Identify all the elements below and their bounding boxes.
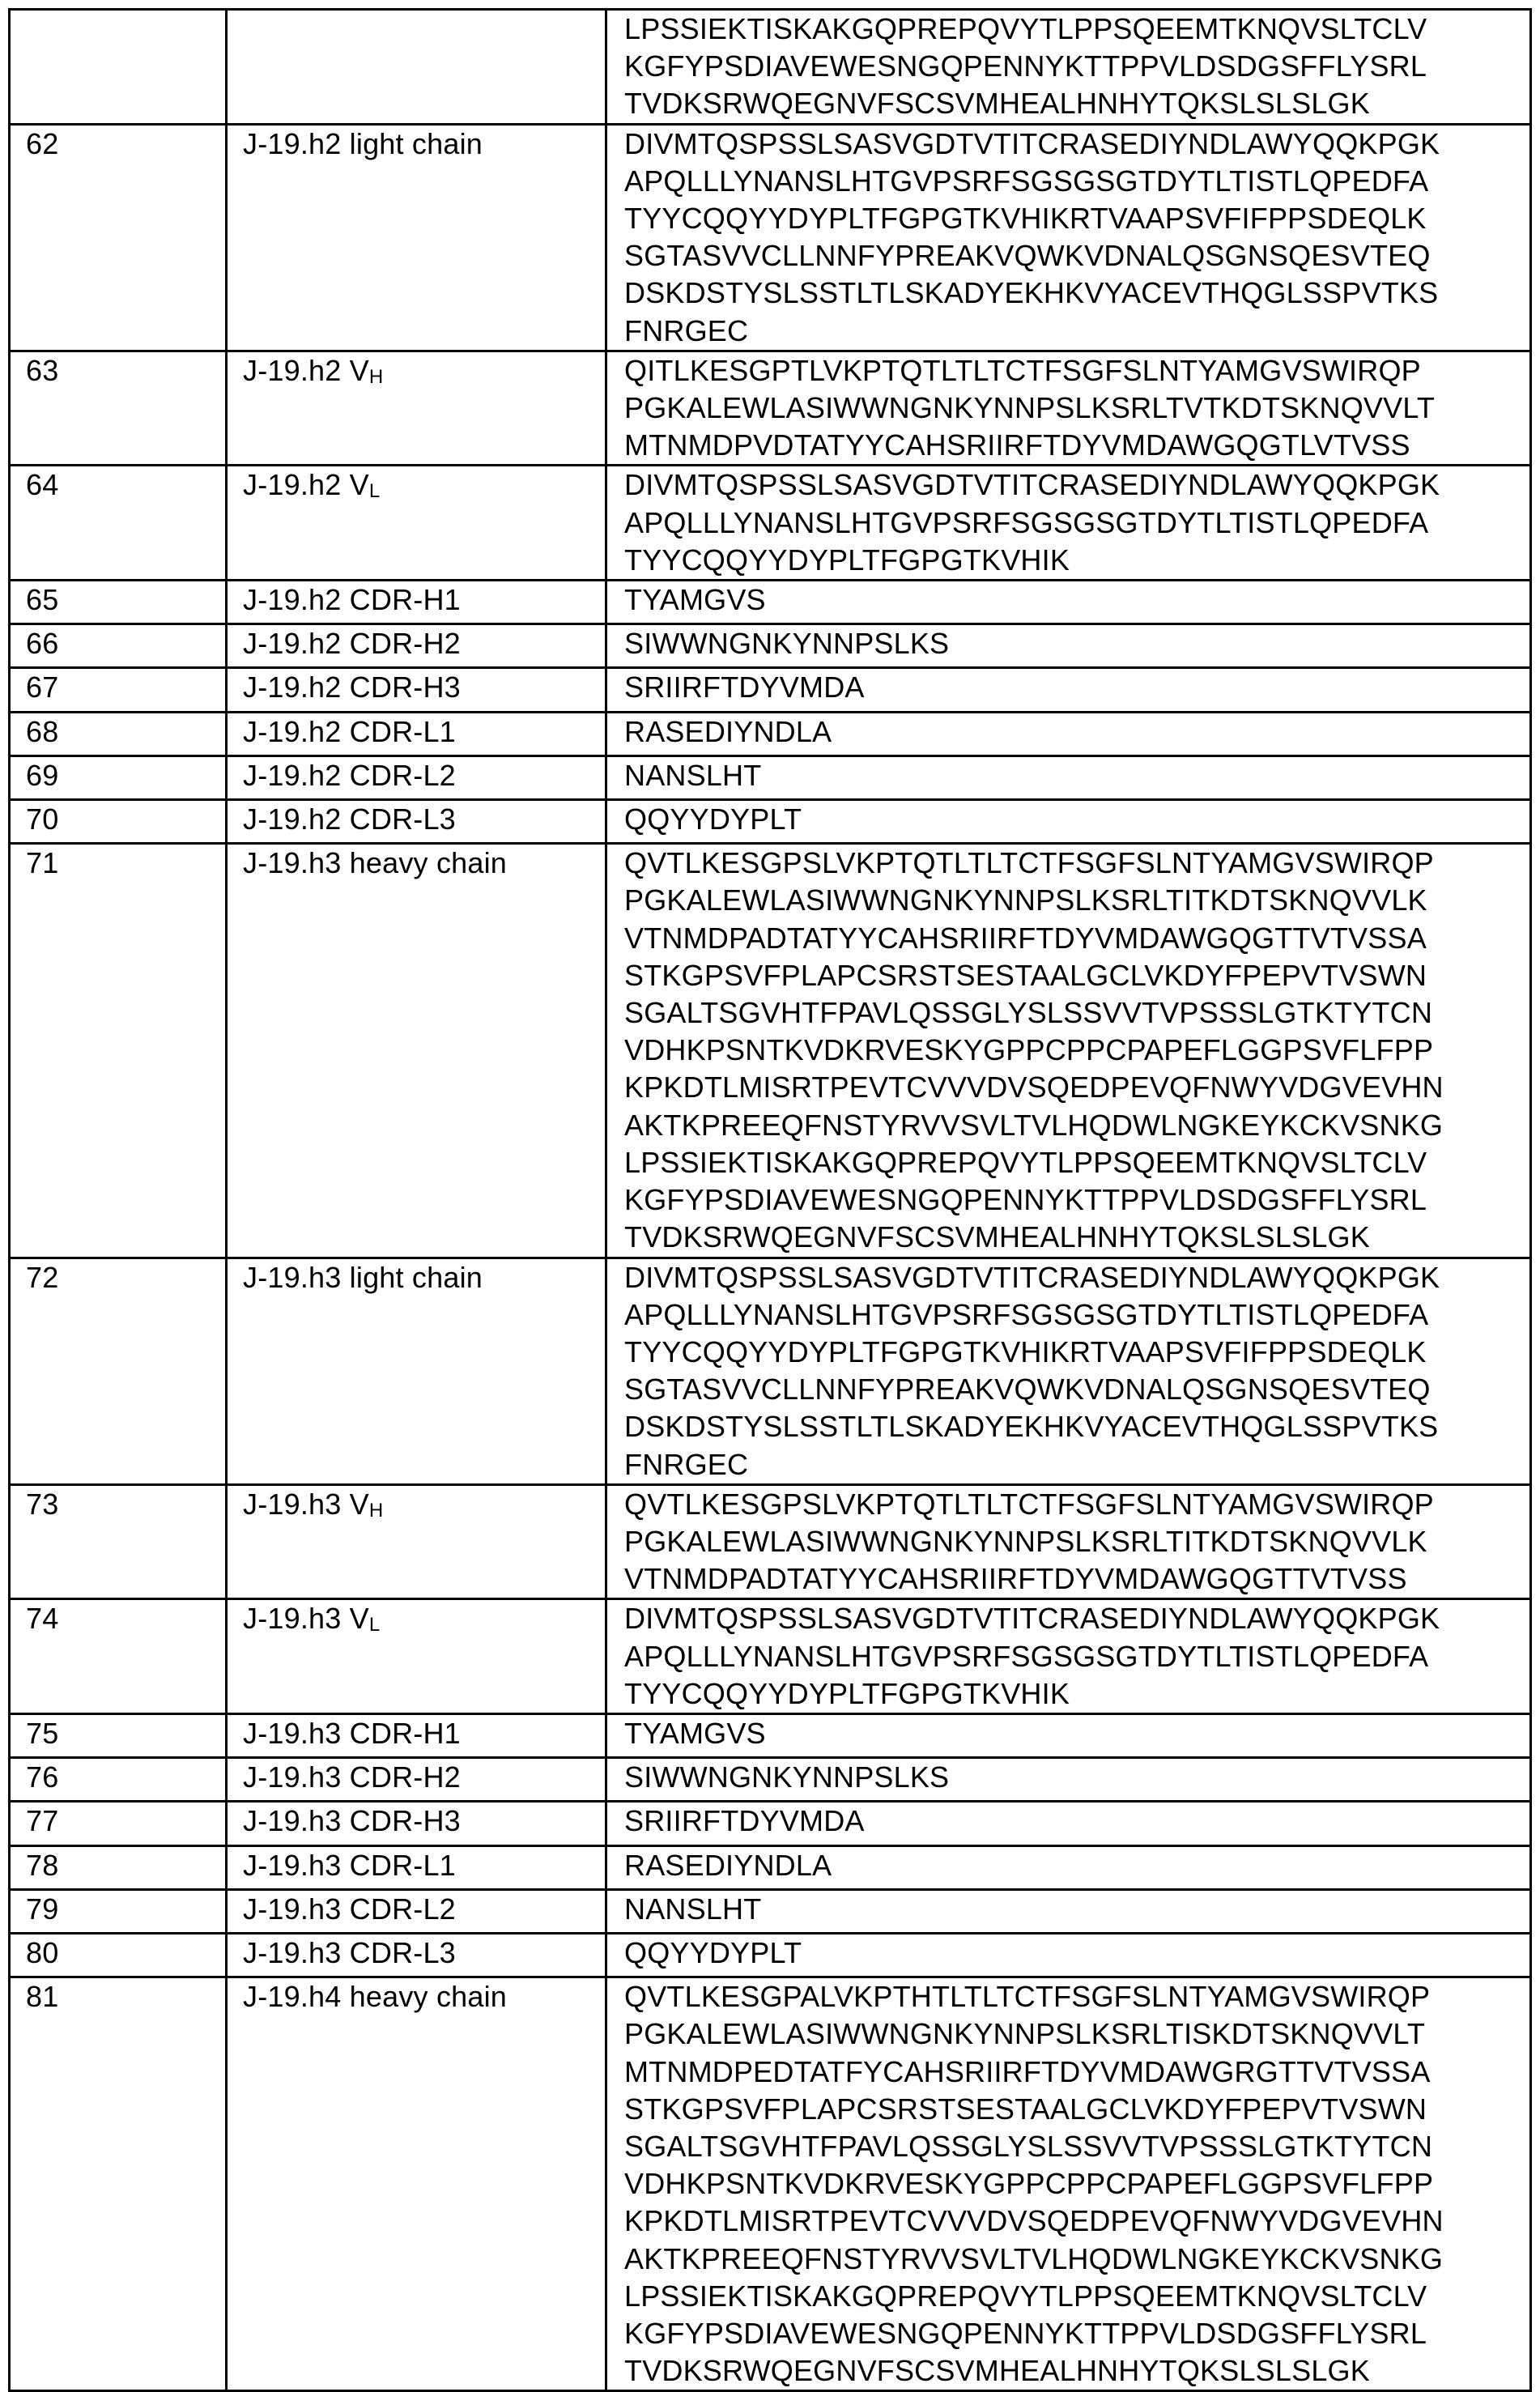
sequence-line: SGALTSGVHTFPAVLQSSGLYSLSSVVTVPSSSLGTKTYTCN [624, 2129, 1433, 2163]
seq-id-cell [10, 712, 227, 755]
sequence-line: LPSSIEKTISKAKGQPREPQVYTLPPSQEEMTKNQVSLTCLV [624, 2279, 1427, 2313]
seq-id: 63 [26, 353, 59, 387]
sequence-line: KPKDTLMISRTPEVTCVVVDVSQEDPEVQFNWYVDGVEVHN [624, 1070, 1444, 1104]
sequence-cell [606, 1758, 1531, 1802]
seq-id: 71 [26, 846, 59, 880]
table-row [10, 581, 1531, 624]
table-row [10, 124, 1531, 351]
seq-id-cell [10, 800, 227, 844]
sequence-line: FNRGEC [624, 313, 749, 347]
sequence-line: TYYCQQYYDYPLTFGPGTKVHIK [624, 543, 1070, 577]
seq-name: J-19.h4 heavy chain [243, 1980, 508, 2014]
sequence-line: LPSSIEKTISKAKGQPREPQVYTLPPSQEEMTKNQVSLTCLV [624, 12, 1427, 45]
seq-name-subscript: L [368, 1614, 381, 1637]
seq-name-cell [227, 800, 606, 844]
sequence-cell [606, 1889, 1531, 1933]
sequence-cell [606, 1802, 1531, 1845]
table-row [10, 1845, 1531, 1889]
seq-name-subscript: H [368, 365, 384, 388]
table-row [10, 668, 1531, 712]
seq-name-cell [227, 466, 606, 581]
sequence-line: APQLLLYNANSLHTGVPSRFSGSGSGTDYTLTISTLQPEDFA [624, 164, 1429, 198]
sequence-line: TVDKSRWQEGNVFSCSVMHEALHNHYTQKSLSLSLGK [624, 1220, 1370, 1254]
seq-id-cell [10, 844, 227, 1258]
seq-id-cell [10, 1845, 227, 1889]
seq-name: J-19.h2 CDR-L3 [243, 802, 456, 836]
sequence-table-body [10, 10, 1531, 2391]
seq-name-cell [227, 1889, 606, 1933]
seq-name: J-19.h3 CDR-H1 [243, 1716, 461, 1750]
sequence-line: NANSLHT [624, 1892, 762, 1926]
seq-id: 78 [26, 1848, 59, 1882]
seq-name: J-19.h3 heavy chain [243, 846, 508, 880]
sequence-line: LPSSIEKTISKAKGQPREPQVYTLPPSQEEMTKNQVSLTCLV [624, 1145, 1427, 1179]
seq-name: J-19.h3 CDR-L1 [243, 1848, 456, 1882]
seq-id: 73 [26, 1487, 59, 1521]
seq-name: J-19.h3 light chain [243, 1260, 483, 1294]
seq-id: 66 [26, 627, 59, 661]
sequence-line: DIVMTQSPSSLSASVGDTVTITCRASEDIYNDLAWYQQKPGK [624, 126, 1440, 160]
seq-id: 69 [26, 758, 59, 792]
sequence-line: SIWWNGNKYNNPSLKS [624, 1760, 950, 1794]
seq-name-cell [227, 1933, 606, 1977]
sequence-line: SRIIRFTDYVMDA [624, 670, 865, 704]
sequence-line: VTNMDPADTATYYCAHSRIIRFTDYVMDAWGQGTTVTVSS [624, 1562, 1407, 1596]
seq-name-cell [227, 1977, 606, 2391]
seq-id-cell [10, 1977, 227, 2391]
seq-name: J-19.h2 CDR-L2 [243, 758, 456, 792]
sequence-line: SIWWNGNKYNNPSLKS [624, 627, 950, 661]
sequence-line: APQLLLYNANSLHTGVPSRFSGSGSGTDYTLTISTLQPEDFA [624, 1297, 1429, 1331]
seq-name-cell [227, 1484, 606, 1599]
sequence-line: QITLKESGPTLVKPTQTLTLTCTFSGFSLNTYAMGVSWIRQP [624, 353, 1421, 387]
sequence-cell [606, 1599, 1531, 1714]
seq-id: 70 [26, 802, 59, 836]
table-row [10, 1713, 1531, 1757]
sequence-cell [606, 1977, 1531, 2391]
seq-id: 81 [26, 1980, 59, 2014]
sequence-line: APQLLLYNANSLHTGVPSRFSGSGSGTDYTLTISTLQPEDFA [624, 505, 1429, 539]
seq-id-cell [10, 124, 227, 351]
table-row [10, 1889, 1531, 1933]
sequence-line: PGKALEWLASIWWNGNKYNNPSLKSRLTISKDTSKNQVVLT [624, 2017, 1426, 2051]
seq-id: 75 [26, 1716, 59, 1750]
sequence-cell [606, 10, 1531, 125]
seq-name: J-19.h2 V [243, 468, 369, 502]
sequence-line: TVDKSRWQEGNVFSCSVMHEALHNHYTQKSLSLSLGK [624, 87, 1370, 121]
sequence-cell [606, 1933, 1531, 1977]
table-row [10, 351, 1531, 466]
seq-name-cell [227, 10, 606, 125]
table-row [10, 755, 1531, 799]
sequence-line: SGTASVVCLLNNFYPREAKVQWKVDNALQSGNSQESVTEQ [624, 239, 1431, 273]
sequence-line: PGKALEWLASIWWNGNKYNNPSLKSRLTITKDTSKNQVVLK [624, 1524, 1427, 1558]
sequence-line: DIVMTQSPSSLSASVGDTVTITCRASEDIYNDLAWYQQKPGK [624, 1260, 1440, 1294]
seq-id-cell [10, 755, 227, 799]
seq-id: 62 [26, 126, 59, 160]
seq-name: J-19.h3 CDR-H3 [243, 1804, 461, 1838]
seq-name: J-19.h2 V [243, 353, 369, 387]
seq-name: J-19.h3 V [243, 1487, 369, 1521]
seq-id-cell [10, 466, 227, 581]
sequence-line: TYYCQQYYDYPLTFGPGTKVHIKRTVAAPSVFIFPPSDEQLK [624, 1334, 1427, 1368]
sequence-line: SRIIRFTDYVMDA [624, 1804, 865, 1838]
sequence-cell [606, 624, 1531, 668]
sequence-line: VTNMDPADTATYYCAHSRIIRFTDYVMDAWGQGTTVTVSSA [624, 921, 1427, 955]
seq-name-cell [227, 1845, 606, 1889]
seq-id: 67 [26, 670, 59, 704]
seq-id-cell [10, 1713, 227, 1757]
seq-name: J-19.h3 CDR-H2 [243, 1760, 461, 1794]
seq-id: 64 [26, 468, 59, 502]
seq-id-cell [10, 1933, 227, 1977]
seq-id: 77 [26, 1804, 59, 1838]
sequence-cell [606, 712, 1531, 755]
seq-name: J-19.h3 CDR-L3 [243, 1935, 456, 1969]
seq-name-cell [227, 351, 606, 466]
seq-name-cell [227, 1258, 606, 1484]
table-row [10, 844, 1531, 1258]
seq-id-cell [10, 624, 227, 668]
table-row [10, 1258, 1531, 1484]
seq-id-cell [10, 1758, 227, 1802]
table-row [10, 466, 1531, 581]
sequence-line: STKGPSVFPLAPCSRSTSESTAALGCLVKDYFPEPVTVSWN [624, 2092, 1427, 2126]
sequence-line: SGTASVVCLLNNFYPREAKVQWKVDNALQSGNSQESVTEQ [624, 1373, 1431, 1407]
table-row [10, 1758, 1531, 1802]
sequence-line: PGKALEWLASIWWNGNKYNNPSLKSRLTVTKDTSKNQVVLT [624, 391, 1436, 425]
sequence-line: TYYCQQYYDYPLTFGPGTKVHIKRTVAAPSVFIFPPSDEQLK [624, 202, 1427, 236]
table-row [10, 800, 1531, 844]
table-row [10, 1599, 1531, 1714]
seq-id-cell [10, 1802, 227, 1845]
sequence-cell [606, 351, 1531, 466]
table-row [10, 1802, 1531, 1845]
sequence-line: QVTLKESGPSLVKPTQTLTLTCTFSGFSLNTYAMGVSWIRQP [624, 846, 1434, 880]
table-row [10, 624, 1531, 668]
sequence-line: SGALTSGVHTFPAVLQSSGLYSLSSVVTVPSSSLGTKTYTCN [624, 996, 1433, 1030]
seq-id: 65 [26, 583, 59, 617]
seq-name: J-19.h3 V [243, 1602, 369, 1636]
table-row [10, 1484, 1531, 1599]
seq-name: J-19.h2 CDR-H1 [243, 583, 461, 617]
seq-id: 79 [26, 1892, 59, 1926]
sequence-line: QVTLKESGPSLVKPTQTLTLTCTFSGFSLNTYAMGVSWIRQP [624, 1487, 1434, 1521]
sequence-line: KPKDTLMISRTPEVTCVVVDVSQEDPEVQFNWYVDGVEVHN [624, 2204, 1444, 2238]
sequence-line: QQYYDYPLT [624, 1935, 802, 1969]
sequence-line: STKGPSVFPLAPCSRSTSESTAALGCLVKDYFPEPVTVSWN [624, 958, 1427, 992]
seq-name-cell [227, 712, 606, 755]
seq-id: 80 [26, 1935, 59, 1969]
seq-id-cell [10, 1484, 227, 1599]
sequence-line: AKTKPREEQFNSTYRVVSVLTVLHQDWLNGKEYKCKVSNKG [624, 2241, 1444, 2275]
sequence-line: APQLLLYNANSLHTGVPSRFSGSGSGTDYTLTISTLQPEDFA [624, 1639, 1429, 1673]
sequence-line: MTNMDPVDTATYYCAHSRIIRFTDYVMDAWGQGTLVTVSS [624, 428, 1410, 462]
seq-name-cell [227, 1758, 606, 1802]
seq-name-cell [227, 124, 606, 351]
seq-id: 76 [26, 1760, 59, 1794]
seq-id-cell [10, 351, 227, 466]
sequence-line: VDHKPSNTKVDKRVESKYGPPCPPCPAPEFLGGPSVFLFPP [624, 2167, 1434, 2201]
seq-name: J-19.h2 light chain [243, 126, 483, 160]
table-row [10, 1933, 1531, 1977]
sequence-line: TVDKSRWQEGNVFSCSVMHEALHNHYTQKSLSLSLGK [624, 2354, 1370, 2388]
seq-name-cell [227, 1713, 606, 1757]
sequence-line: AKTKPREEQFNSTYRVVSVLTVLHQDWLNGKEYKCKVSNKG [624, 1108, 1444, 1142]
sequence-line: QQYYDYPLT [624, 802, 802, 836]
sequence-line: QVTLKESGPALVKPTHTLTLTCTFSGFSLNTYAMGVSWIRQP [624, 1980, 1431, 2014]
sequence-line: VDHKPSNTKVDKRVESKYGPPCPPCPAPEFLGGPSVFLFPP [624, 1033, 1434, 1067]
sequence-cell [606, 844, 1531, 1258]
sequence-line: FNRGEC [624, 1447, 749, 1481]
sequence-cell [606, 1713, 1531, 1757]
seq-name-cell [227, 844, 606, 1258]
seq-name: J-19.h2 CDR-L1 [243, 714, 456, 748]
seq-name-subscript: H [368, 1499, 384, 1522]
seq-name-cell [227, 668, 606, 712]
sequence-cell [606, 124, 1531, 351]
sequence-cell [606, 1484, 1531, 1599]
sequence-cell [606, 466, 1531, 581]
seq-name: J-19.h2 CDR-H3 [243, 670, 461, 704]
seq-id-cell [10, 10, 227, 125]
seq-name-cell [227, 624, 606, 668]
sequence-cell [606, 800, 1531, 844]
table-row [10, 712, 1531, 755]
sequence-line: DIVMTQSPSSLSASVGDTVTITCRASEDIYNDLAWYQQKPGK [624, 468, 1440, 502]
sequence-line: RASEDIYNDLA [624, 714, 832, 748]
table-row [10, 1977, 1531, 2391]
sequence-line: TYYCQQYYDYPLTFGPGTKVHIK [624, 1676, 1070, 1710]
seq-name: J-19.h2 CDR-H2 [243, 627, 461, 661]
seq-name: J-19.h3 CDR-L2 [243, 1892, 456, 1926]
sequence-line: MTNMDPEDTATFYCAHSRIIRFTDYVMDAWGRGTTVTVSSA [624, 2054, 1431, 2088]
sequence-cell [606, 668, 1531, 712]
sequence-line: DIVMTQSPSSLSASVGDTVTITCRASEDIYNDLAWYQQKPGK [624, 1602, 1440, 1636]
seq-name-cell [227, 1802, 606, 1845]
sequence-cell [606, 1845, 1531, 1889]
sequence-line: NANSLHT [624, 758, 762, 792]
sequence-cell [606, 581, 1531, 624]
sequence-line: TYAMGVS [624, 1716, 766, 1750]
seq-id: 72 [26, 1260, 59, 1294]
sequence-line: KGFYPSDIAVEWESNGQPENNYKTTPPVLDSDGSFFLYSRL [624, 1183, 1427, 1217]
table-row [10, 10, 1531, 125]
sequence-line: TYAMGVS [624, 583, 766, 617]
seq-id-cell [10, 581, 227, 624]
sequence-table [8, 8, 1532, 2392]
sequence-cell [606, 1258, 1531, 1484]
sequence-line: PGKALEWLASIWWNGNKYNNPSLKSRLTITKDTSKNQVVLK [624, 883, 1427, 917]
sequence-line: KGFYPSDIAVEWESNGQPENNYKTTPPVLDSDGSFFLYSRL [624, 2316, 1427, 2350]
seq-id-cell [10, 1258, 227, 1484]
seq-name-cell [227, 581, 606, 624]
sequence-line: RASEDIYNDLA [624, 1848, 832, 1882]
seq-id: 68 [26, 714, 59, 748]
sequence-cell [606, 755, 1531, 799]
seq-id-cell [10, 1889, 227, 1933]
sequence-line: DSKDSTYSLSSTLTLSKADYEKHKVYACEVTHQGLSSPVTKS [624, 1410, 1439, 1444]
seq-name-subscript: L [368, 480, 381, 503]
seq-name-cell [227, 1599, 606, 1714]
sequence-line: KGFYPSDIAVEWESNGQPENNYKTTPPVLDSDGSFFLYSRL [624, 49, 1427, 83]
seq-id-cell [10, 668, 227, 712]
seq-id-cell [10, 1599, 227, 1714]
seq-id: 74 [26, 1602, 59, 1636]
seq-name-cell [227, 755, 606, 799]
sequence-line: DSKDSTYSLSSTLTLSKADYEKHKVYACEVTHQGLSSPVTKS [624, 276, 1439, 310]
